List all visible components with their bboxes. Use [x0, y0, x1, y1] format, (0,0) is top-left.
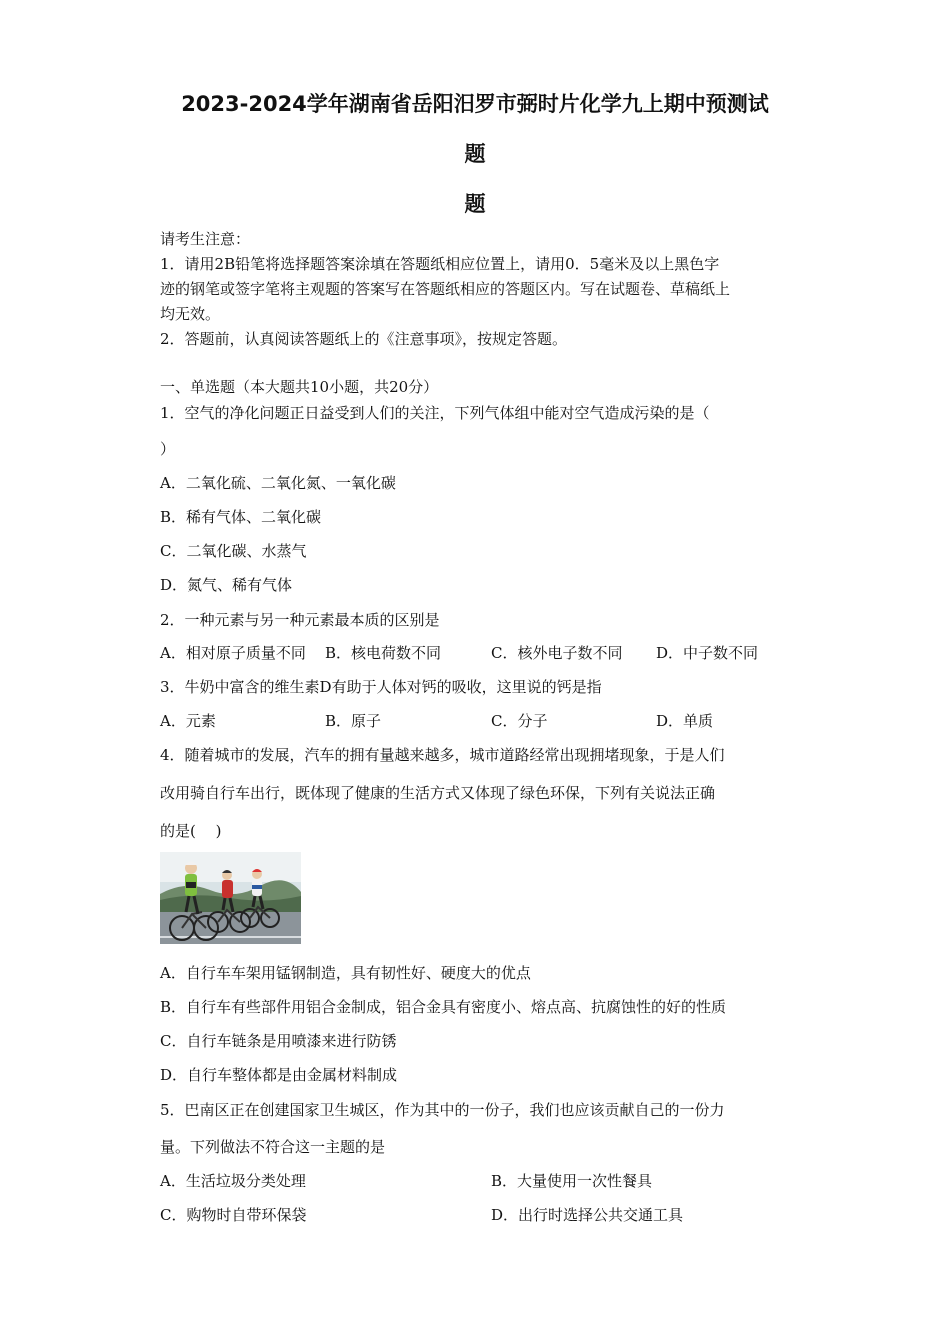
q5-stem-line-2: 量。下列做法不符合这一主题的是	[160, 1138, 386, 1156]
section-heading: 一、单选题（本大题共10小题，共20分）	[160, 378, 439, 396]
q1-option-a: A．二氧化硫、二氧化氮、一氧化碳	[160, 474, 396, 492]
q4-stem-line-1: 4．随着城市的发展，汽车的拥有量越来越多，城市道路经常出现拥堵现象，于是人们	[160, 746, 725, 764]
q3-option-a: A．元素	[160, 712, 216, 730]
q2-option-c: C．核外电子数不同	[491, 644, 623, 662]
exam-title-line3: 题	[464, 192, 486, 216]
q1-stem-line-2: ）	[160, 440, 176, 458]
notice-item-1-line-2: 迹的钢笔或签字笔将主观题的答案写在答题纸相应的答题区内。写在试题卷、草稿纸上	[160, 280, 731, 298]
q1-option-d: D．氮气、稀有气体	[160, 576, 293, 594]
q4-option-a: A．自行车车架用锰钢制造，具有韧性好、硬度大的优点	[160, 964, 531, 982]
exam-title-line1: 2023-2024学年湖南省岳阳汨罗市弼时片化学九上期中预测试	[181, 92, 769, 116]
q2-stem: 2．一种元素与另一种元素最本质的区别是	[160, 611, 440, 629]
q4-option-c: C．自行车链条是用喷漆来进行防锈	[160, 1032, 397, 1050]
q3-option-b: B．原子	[325, 712, 382, 730]
q4-option-d: D．自行车整体都是由金属材料制成	[160, 1066, 398, 1084]
q5-option-a: A．生活垃圾分类处理	[160, 1172, 306, 1190]
notice-item-1-line-3: 均无效。	[160, 305, 221, 323]
q3-option-c: C．分子	[491, 712, 548, 730]
q4-stem-line-2: 改用骑自行车出行，既体现了健康的生活方式又体现了绿色环保，下列有关说法正确	[160, 784, 716, 802]
q1-option-c: C．二氧化碳、水蒸气	[160, 542, 307, 560]
q5-stem-line-1: 5．巴南区正在创建国家卫生城区，作为其中的一份子，我们也应该贡献自己的一份力	[160, 1101, 725, 1119]
q2-option-b: B．核电荷数不同	[325, 644, 442, 662]
q4-stem-line-3: 的是( )	[160, 822, 222, 840]
q4-option-b: B．自行车有些部件用铝合金制成，铝合金具有密度小、熔点高、抗腐蚀性的好的性质	[160, 998, 727, 1016]
q5-option-d: D．出行时选择公共交通工具	[491, 1206, 684, 1224]
q5-option-c: C．购物时自带环保袋	[160, 1206, 307, 1224]
q3-stem: 3．牛奶中富含的维生素D有助于人体对钙的吸收，这里说的钙是指	[160, 678, 602, 696]
notice-item-2: 2．答题前，认真阅读答题纸上的《注意事项》，按规定答题。	[160, 330, 568, 348]
q5-option-b: B．大量使用一次性餐具	[491, 1172, 653, 1190]
q3-option-d: D．单质	[656, 712, 714, 730]
q2-option-d: D．中子数不同	[656, 644, 759, 662]
q1-stem-line-1: 1．空气的净化问题正日益受到人们的关注，下列气体组中能对空气造成污染的是（	[160, 404, 710, 422]
notice-item-1-line-1: 1．请用2B铅笔将选择题答案涂填在答题纸相应位置上，请用0．5毫米及以上黑色字	[160, 255, 720, 273]
q1-option-b: B．稀有气体、二氧化碳	[160, 508, 322, 526]
q2-option-a: A．相对原子质量不同	[160, 644, 306, 662]
exam-title-line2: 题	[464, 142, 486, 166]
notice-heading: 请考生注意：	[160, 230, 251, 248]
cyclists-photo	[160, 852, 301, 944]
